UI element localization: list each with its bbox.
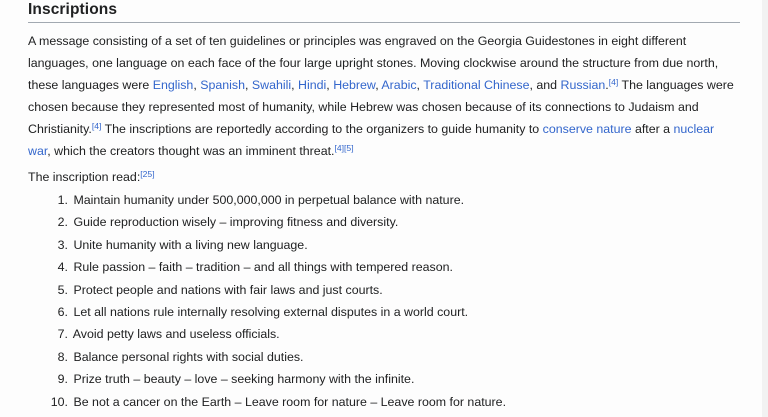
list-item	[57, 346, 740, 368]
link-swahili[interactable]: Swahili	[251, 78, 292, 92]
link-spanish[interactable]: Spanish	[200, 78, 245, 92]
link-traditional-chinese[interactable]: Traditional Chinese	[423, 78, 530, 92]
list-item	[57, 256, 740, 278]
link-english[interactable]: English	[152, 78, 194, 92]
guideline-text: Unite humanity with a living new language.	[73, 237, 308, 252]
separator: ,	[245, 78, 252, 92]
list-item	[57, 323, 740, 345]
link-hindi[interactable]: Hindi	[298, 78, 327, 92]
guidelines-list	[28, 189, 740, 413]
separator: ,	[291, 78, 299, 92]
guideline-text: Protect people and nations with fair laws and just courts.	[73, 282, 383, 297]
paragraph-text: .	[605, 78, 609, 92]
guideline-text: Rule passion – faith – tradition – and all things with tempered reason.	[73, 260, 453, 275]
inscription-lead	[28, 166, 740, 188]
list-number: 9.	[57, 372, 68, 387]
guideline-text: Be not a cancer on the Earth – Leave room for nature – Leave room for nature.	[73, 394, 507, 409]
separator: , and	[529, 78, 561, 92]
heading-divider	[28, 22, 740, 23]
list-number: 2.	[57, 215, 68, 230]
guideline-text: Guide reproduction wisely – improving fitness and diversity.	[73, 215, 399, 230]
guideline-text: Avoid petty laws and useless officials.	[72, 327, 280, 342]
link-conserve-nature[interactable]: conserve nature	[542, 122, 632, 136]
paragraph-text: , which the creators thought was an imminent threat.	[47, 144, 335, 158]
citation-link-4[interactable]: [4]	[91, 121, 102, 131]
link-hebrew[interactable]: Hebrew	[333, 78, 376, 92]
paragraph-text: A message consisting of a set of ten guidelines or principles was engraved on the Georgia Guidestones in eight different languages, one language on each face of the four large upright stones. Moving clockwise around the structure from due north, these languages were	[28, 34, 719, 92]
list-item	[50, 391, 740, 413]
list-number: 10.	[50, 394, 68, 409]
inscriptions-paragraph	[28, 30, 740, 162]
link-russian[interactable]: Russian	[560, 78, 606, 92]
list-number: 7.	[57, 327, 68, 342]
list-item	[57, 368, 740, 390]
list-item	[57, 234, 740, 256]
guideline-text: Let all nations rule internally resolving external disputes in a world court.	[73, 305, 469, 320]
citation-link-25[interactable]: [25]	[140, 169, 155, 179]
list-item	[57, 189, 740, 211]
list-item	[57, 279, 740, 301]
paragraph-text: The inscriptions are reportedly according to the organizers to guide humanity to	[101, 122, 543, 136]
paragraph-text: after a	[631, 122, 674, 136]
list-number: 1.	[57, 193, 68, 207]
guideline-text: Prize truth – beauty – love – seeking harmony with the infinite.	[73, 372, 415, 387]
list-number: 5.	[57, 282, 68, 297]
link-nuclear-war[interactable]: nuclear war	[28, 122, 715, 158]
list-item	[57, 301, 740, 323]
section-heading-inscriptions: Inscriptions	[28, 1, 118, 18]
list-number: 3.	[57, 237, 68, 252]
separator: ,	[416, 78, 424, 92]
list-number: 6.	[57, 305, 68, 320]
citation-link-4[interactable]: [4]	[608, 77, 619, 87]
citation	[140, 169, 154, 179]
citation	[92, 121, 102, 131]
separator: ,	[375, 78, 382, 92]
list-number: 4.	[57, 260, 68, 275]
separator: ,	[326, 78, 334, 92]
list-item	[57, 211, 740, 233]
citation-link-4[interactable]: [4]	[334, 143, 345, 153]
guideline-text: Maintain humanity under 500,000,000 in perpetual balance with nature.	[73, 193, 465, 207]
citation	[334, 143, 353, 153]
link-arabic[interactable]: Arabic	[381, 78, 417, 92]
citation	[609, 77, 619, 87]
guideline-text: Balance personal rights with social duties.	[73, 349, 304, 364]
list-number: 8.	[57, 349, 68, 364]
citation-link-5[interactable]: [5]	[344, 143, 354, 153]
lead-text: The inscription read:	[28, 170, 141, 184]
paragraph-text: The languages were chosen because they represented most of humanity, while Hebrew was chosen because of its connections to Judaism and Christianity.	[28, 78, 734, 136]
page-edge	[762, 0, 768, 417]
separator: ,	[193, 78, 201, 92]
